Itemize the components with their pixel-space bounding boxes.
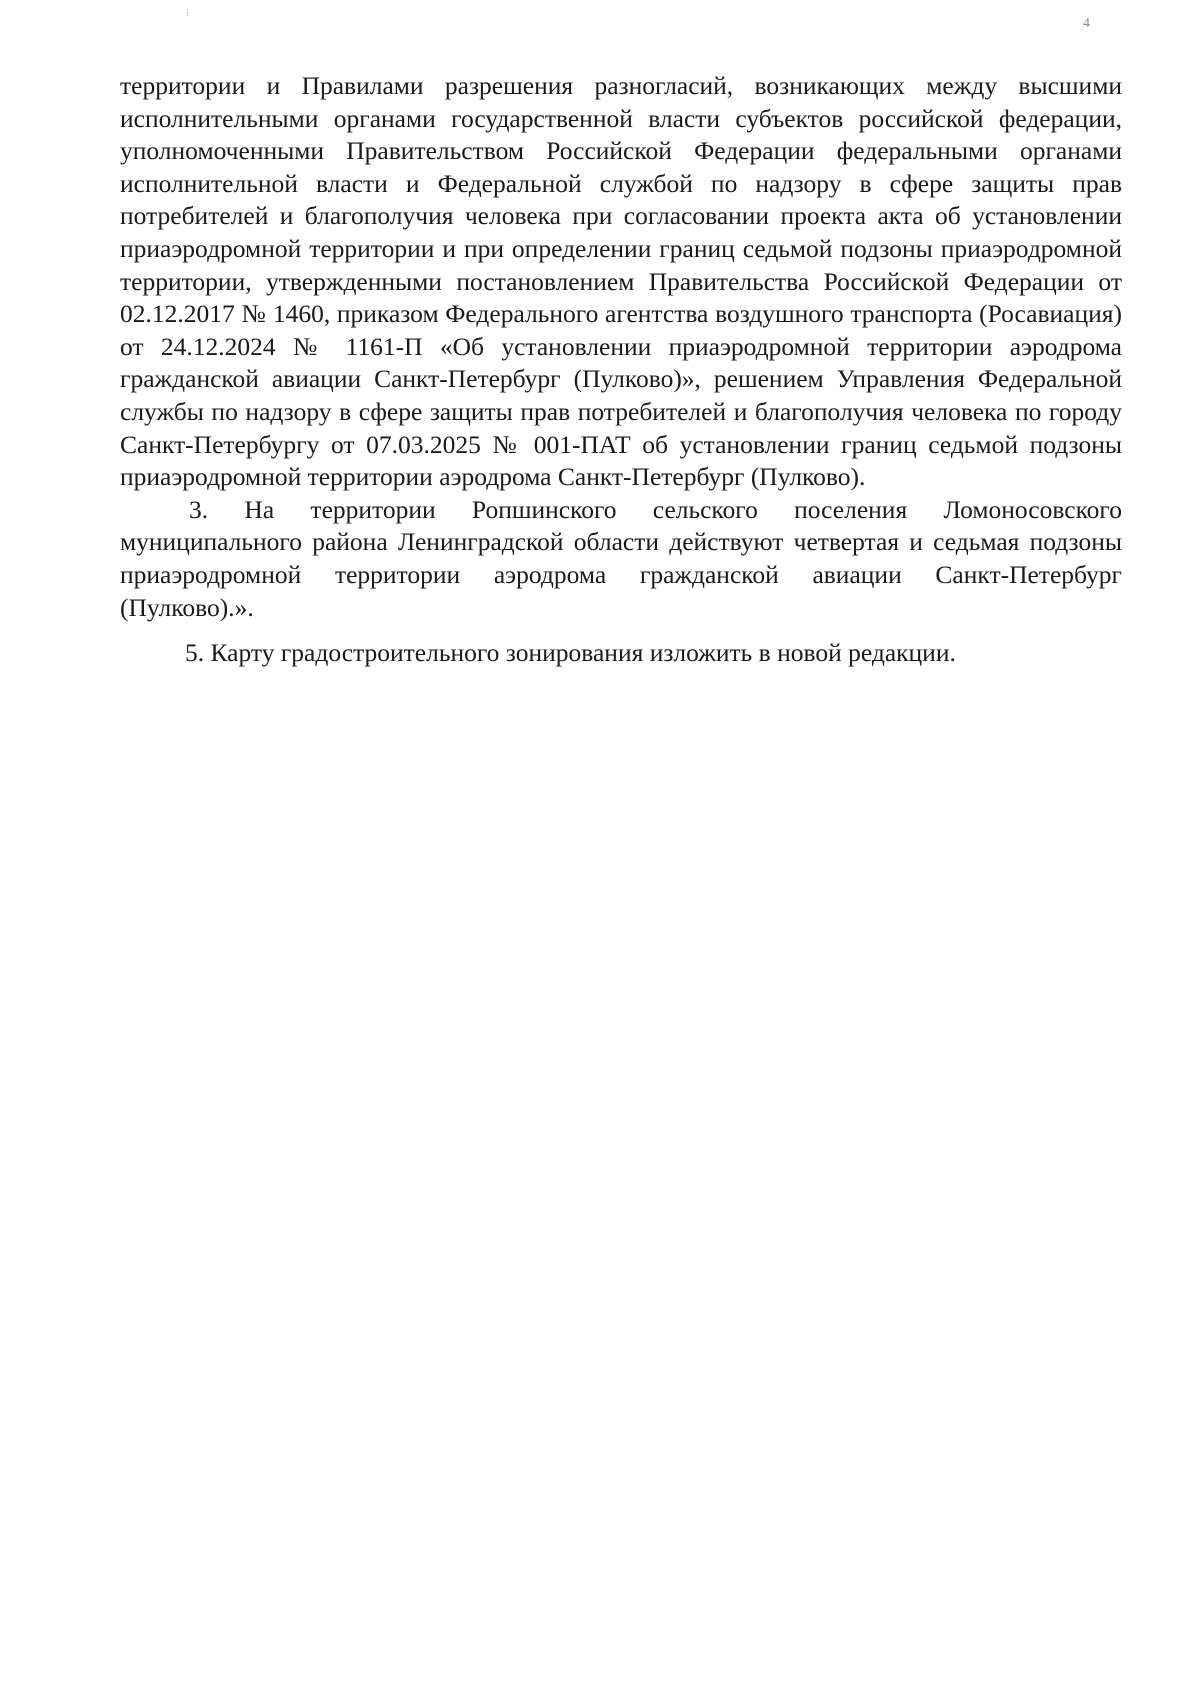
document-body xyxy=(120,70,1122,670)
scan-mark: ⁞ xyxy=(186,8,189,19)
paragraph-continued: территории и Правилами разрешения разногласий, возникающих между высшими исполнительными органами государственной власти субъектов российской федерации, уполномоченными Правительством Российской Федерации федеральными органами исполнительной власти и Федеральной службой по надзору в сфере защиты прав потребителей и благополучия человека при согласовании проекта акта об установлении приаэродромной территории и при определении границ седьмой подзоны приаэродромной территории, утвержденными постановлением Правительства Российской Федерации от 02.12.2017 № 1460, приказом Федерального агентства воздушного транспорта (Росавиация) от 24.12.2024 № 1161-П «Об установлении приаэродромной территории аэродрома гражданской авиации Санкт-Петербург (Пулково)», решением Управления Федеральной службы по надзору в сфере защиты прав потребителей и благополучия человека по городу Санкт-Петербургу от 07.03.2025 № 001-ПАТ об установлении границ седьмой подзоны приаэродромной территории аэродрома Санкт-Петербург (Пулково). xyxy=(120,71,1122,492)
paragraph-item-3: 3. На территории Ропшинского сельского поселения Ломоносовского муниципального района Ленинградской области действуют четвертая и седьмая подзоны приаэродромной территории аэродрома гражданской авиации Санкт-Петербург (Пулково).». xyxy=(120,494,1122,622)
paragraph-item-5: 5. Карту градостроительного зонирования изложить в новой редакции. xyxy=(185,638,956,668)
page-number: 4 xyxy=(1083,16,1090,31)
